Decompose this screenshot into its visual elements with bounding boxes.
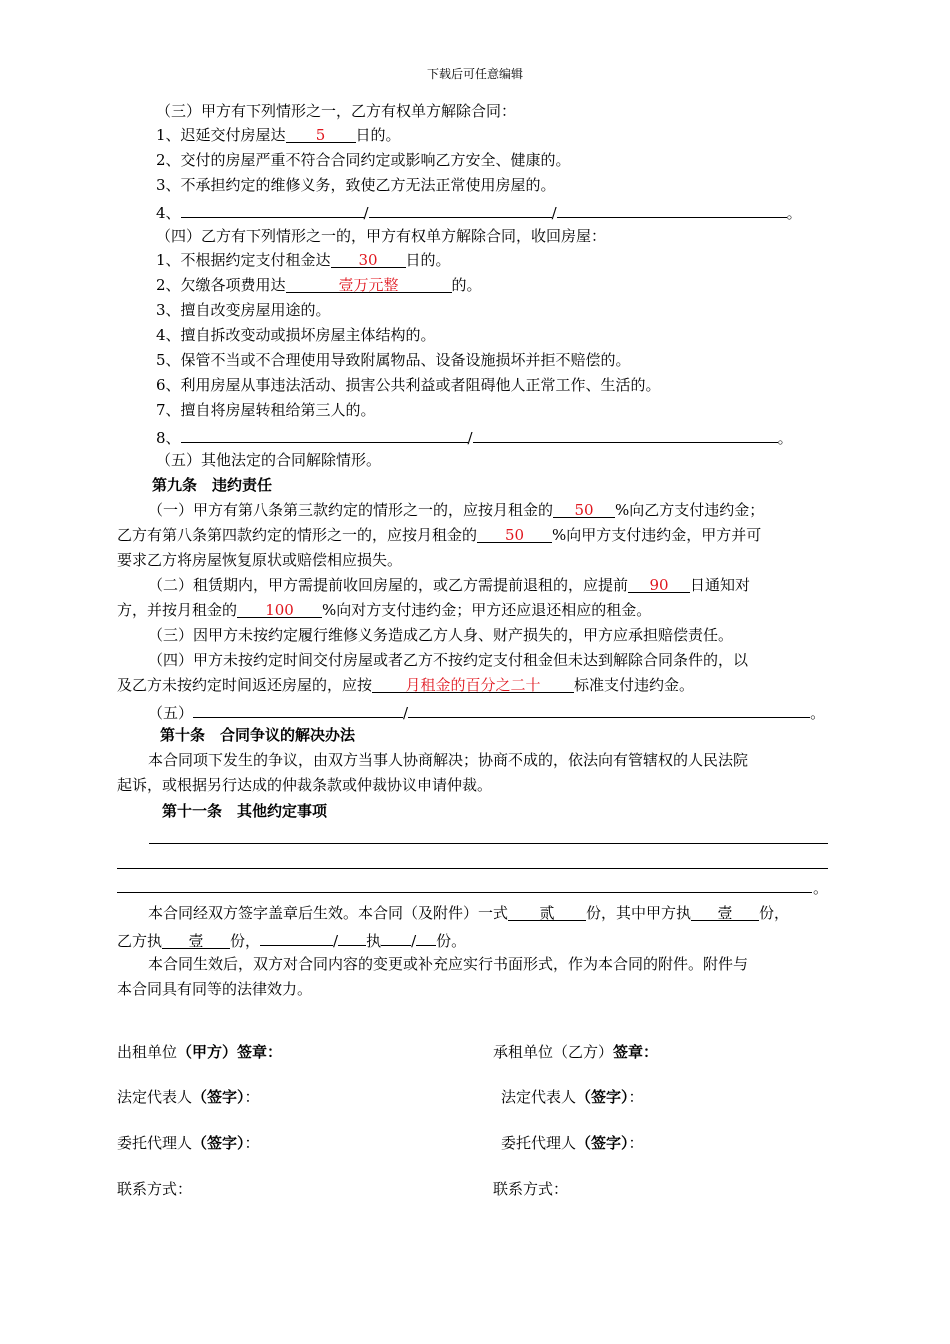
penalty-rate-field[interactable]: 50 — [477, 525, 552, 543]
article-9-para-2-line-2: 方，并按月租金的 100 %向对方支付违约金；甲方还应退还相应的租金。 — [117, 601, 652, 619]
article-10-para-line-1: 本合同项下发生的争议，由双方当事人协商解决；协商不成的，依法向有管辖权的人民法院 — [148, 751, 749, 769]
effect-line-2: 乙方执 壹 份， / 执 / 份。 — [117, 928, 466, 948]
clause-8-3-item-4: 4、 / / 。 — [156, 200, 802, 220]
blank-field[interactable] — [338, 928, 366, 946]
article-9-para-2-line-1: （二）租赁期内，甲方需提前收回房屋的，或乙方需提前退租的，应提前 90 日通知对 — [148, 576, 751, 594]
lessor-rep-label: 法定代表人（签字）： — [117, 1088, 260, 1106]
penalty-rate-field[interactable]: 100 — [237, 600, 322, 618]
clause-8-4-item-1: 1、不根据约定支付租金达 30 日的。 — [156, 251, 451, 269]
party-a-copies-field[interactable]: 壹 — [691, 903, 759, 921]
blank-field[interactable] — [381, 928, 411, 946]
article-9-title: 第九条 违约责任 — [152, 476, 273, 494]
blank-field[interactable] — [181, 425, 468, 443]
blank-field[interactable] — [369, 200, 552, 218]
article-9-para-5: （五） / 。 — [148, 700, 825, 720]
lessor-signature-label: 出租单位（甲方）签章： — [117, 1043, 283, 1061]
clause-8-4-intro: （四）乙方有下列情形之一的，甲方有权单方解除合同，收回房屋： — [156, 227, 607, 245]
blank-line[interactable] — [117, 868, 828, 869]
period-mark: 。 — [813, 879, 829, 897]
amend-line-2: 本合同具有同等的法律效力。 — [117, 980, 313, 998]
article-10-title: 第十条 合同争议的解决办法 — [160, 726, 356, 744]
blank-field[interactable] — [557, 200, 787, 218]
article-11-title: 第十一条 其他约定事项 — [162, 802, 328, 820]
clause-8-5: （五）其他法定的合同解除情形。 — [156, 451, 382, 469]
lessee-agent-label: 委托代理人（签字）： — [501, 1134, 644, 1152]
lessee-signature-label: 承租单位（乙方）签章： — [493, 1043, 659, 1061]
copies-field[interactable]: 贰 — [508, 903, 586, 921]
clause-8-4-item-3: 3、擅自改变房屋用途的。 — [156, 301, 331, 319]
blank-field[interactable] — [260, 928, 333, 946]
lessee-contact-label: 联系方式： — [493, 1180, 569, 1198]
blank-field[interactable] — [473, 425, 778, 443]
article-9-para-3: （三）因甲方未按约定履行维修义务造成乙方人身、财产损失的，甲方应承担赔偿责任。 — [148, 626, 734, 644]
article-9-para-1-line-2: 乙方有第八条第四款约定的情形之一的，应按月租金的 50 %向甲方支付违约金，甲方并可 — [117, 526, 762, 544]
clause-8-4-item-7: 7、擅自将房屋转租给第三人的。 — [156, 401, 376, 419]
blank-line[interactable] — [117, 892, 812, 893]
page-header: 下载后可任意编辑 — [426, 67, 523, 81]
rent-overdue-days-field[interactable]: 30 — [331, 250, 406, 268]
lessee-rep-label: 法定代表人（签字）： — [501, 1088, 644, 1106]
article-10-para-line-2: 起诉，或根据另行达成的仲裁条款或仲裁协议申请仲裁。 — [117, 776, 493, 794]
delay-days-field[interactable]: 5 — [286, 125, 356, 143]
effect-line-1: 本合同经双方签字盖章后生效。本合同（及附件）一式 贰 份，其中甲方执 壹 份， — [148, 904, 790, 922]
lessor-contact-label: 联系方式： — [117, 1180, 193, 1198]
overdue-fees-field[interactable]: 壹万元整 — [286, 275, 452, 293]
blank-field[interactable] — [416, 928, 436, 946]
clause-8-3-item-1: 1、迟延交付房屋达 5 日的。 — [156, 126, 401, 144]
notice-days-field[interactable]: 90 — [628, 575, 690, 593]
clause-8-3-item-3: 3、不承担约定的维修义务，致使乙方无法正常使用房屋的。 — [156, 176, 556, 194]
clause-8-3-intro: （三）甲方有下列情形之一，乙方有权单方解除合同： — [156, 102, 517, 120]
blank-line[interactable] — [149, 843, 828, 844]
clause-8-4-item-6: 6、利用房屋从事违法活动、损害公共利益或者阻碍他人正常工作、生活的。 — [156, 376, 661, 394]
clause-8-4-item-4: 4、擅自拆改变动或损坏房屋主体结构的。 — [156, 326, 436, 344]
blank-field[interactable] — [181, 200, 364, 218]
party-b-copies-field[interactable]: 壹 — [162, 931, 230, 949]
lessor-agent-label: 委托代理人（签字）： — [117, 1134, 260, 1152]
article-9-para-4-line-2: 及乙方未按约定时间返还房屋的，应按 月租金的百分之二十 标准支付违约金。 — [117, 676, 695, 694]
article-9-para-1-line-3: 要求乙方将房屋恢复原状或赔偿相应损失。 — [117, 551, 403, 569]
article-9-para-4-line-1: （四）甲方未按约定时间交付房屋或者乙方不按约定支付租金但未达到解除合同条件的，以 — [148, 651, 749, 669]
penalty-rate-field[interactable]: 50 — [553, 500, 615, 518]
blank-field[interactable] — [408, 700, 810, 718]
clause-8-4-item-8: 8、 / 。 — [156, 425, 793, 445]
penalty-standard-field[interactable]: 月租金的百分之二十 — [372, 675, 574, 693]
clause-8-4-item-5: 5、保管不当或不合理使用导致附属物品、设备设施损坏并拒不赔偿的。 — [156, 351, 631, 369]
clause-8-4-item-2: 2、欠缴各项费用达 壹万元整 的。 — [156, 276, 482, 294]
article-9-para-1-line-1: （一）甲方有第八条第三款约定的情形之一的，应按月租金的 50 %向乙方支付违约金； — [148, 501, 765, 519]
clause-8-3-item-2: 2、交付的房屋严重不符合合同约定或影响乙方安全、健康的。 — [156, 151, 571, 169]
amend-line-1: 本合同生效后，双方对合同内容的变更或补充应实行书面形式，作为本合同的附件。附件与 — [148, 955, 749, 973]
blank-field[interactable] — [193, 700, 403, 718]
